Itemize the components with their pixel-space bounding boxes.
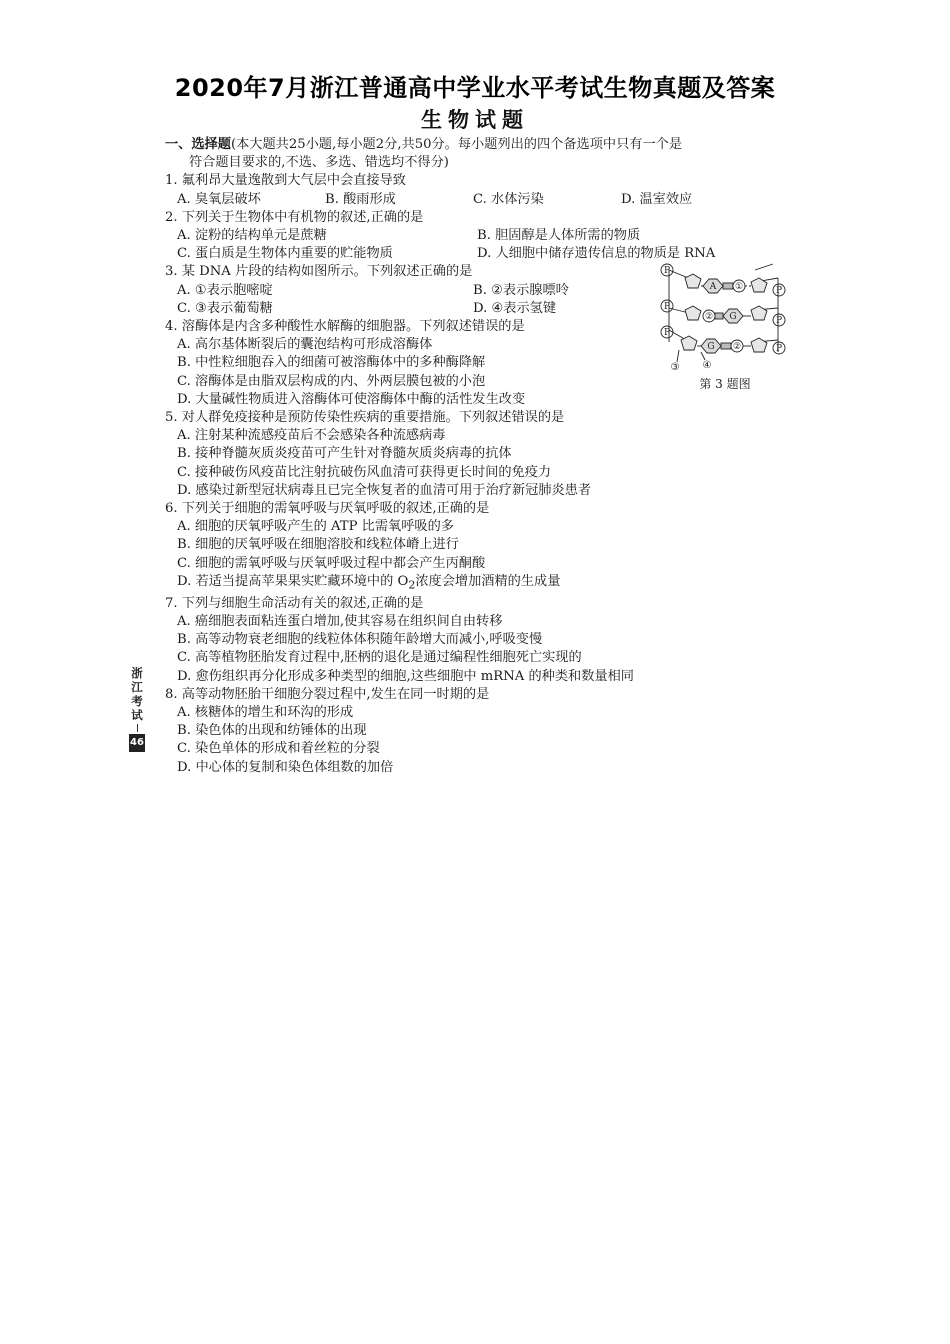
option-b: B. 高等动物衰老细胞的线粒体体积随年龄增大而减小,呼吸变慢	[177, 632, 543, 648]
option-d-text: D. 若适当提高苹果果实贮藏环境中的	[177, 573, 394, 589]
section-header	[165, 136, 795, 154]
option-d: D. 温室效应	[621, 191, 693, 207]
option-a: A. 淀粉的结构单元是蔗糖	[177, 228, 327, 244]
option-b: B. 接种脊髓灰质炎疫苗可产生针对脊髓灰质炎病毒的抗体	[177, 446, 512, 462]
option-b: B. 胆固醇是人体所需的物质	[477, 228, 641, 244]
option-b: B. 酸雨形成	[325, 191, 396, 207]
option-d: D. 愈伤组织再分化形成多种类型的细胞,这些细胞中 mRNA 的种类和数量相同	[177, 668, 634, 684]
option-a: A. 高尔基体断裂后的囊泡结构可形成溶酶体	[177, 337, 433, 353]
exam-content	[165, 136, 795, 777]
option-a: A. ①表示胞嘧啶	[177, 282, 273, 298]
side-char: 考	[131, 694, 143, 708]
question-3-stem: 3. 某 DNA 片段的结构如图所示。下列叙述正确的是	[165, 264, 473, 280]
page-number: 46	[129, 734, 145, 752]
marker-3: ③	[670, 362, 680, 373]
figure-caption: 第 3 题图	[699, 377, 751, 391]
option-d: D. ④表示氢键	[473, 300, 557, 316]
option-d: D. 大量碱性物质进入溶酶体可使溶酶体中酶的活性发生改变	[177, 391, 526, 407]
pointer-lines	[677, 350, 705, 362]
option-c: C. 溶酶体是由脂双层构成的内、外两层膜包被的小泡	[177, 373, 486, 389]
question-1-stem: 1. 氟利昂大量逸散到大气层中会直接导致	[165, 173, 406, 189]
p-label: P	[775, 344, 783, 354]
question-2-options-row1	[165, 227, 795, 245]
side-label	[128, 666, 146, 752]
option-a: A. 核糖体的增生和环沟的形成	[177, 704, 354, 720]
base-g-label: G	[729, 312, 737, 322]
option-d: D. 人细胞中储存遗传信息的物质是 RNA	[477, 246, 716, 262]
document-title: 2020年7月浙江普通高中学业水平考试生物真题及答案	[174, 74, 776, 102]
base-g-label: G	[707, 342, 715, 352]
question-5-stem: 5. 对人群免疫接种是预防传染性疾病的重要措施。下列叙述错误的是	[165, 410, 565, 426]
option-b: B. 中性粒细胞吞入的细菌可被溶酶体中的多种酶降解	[177, 355, 486, 371]
option-c: C. 细胞的需氧呼吸与厌氧呼吸过程中都会产生丙酮酸	[177, 555, 486, 571]
question-4-stem: 4. 溶酶体是内含多种酸性水解酶的细胞器。下列叙述错误的是	[165, 319, 525, 335]
marker-2: ②	[704, 312, 714, 322]
p-label: P	[775, 286, 783, 296]
question-1-options	[165, 191, 795, 209]
oxygen-subscript: 2	[408, 578, 416, 592]
top-bond	[755, 264, 773, 270]
question-8-stem: 8. 高等动物胚胎干细胞分裂过程中,发生在同一时期的是	[165, 686, 490, 702]
phosphate-group-left	[661, 264, 673, 338]
phosphate-group-right	[773, 284, 785, 354]
p-label: P	[775, 316, 783, 326]
option-d: D. 感染过新型冠状病毒且已完全恢复者的血清可用于治疗新冠肺炎患者	[177, 482, 592, 498]
option-d-tail: 浓度会增加酒精的生成量	[415, 573, 561, 589]
base-pair-2	[703, 309, 751, 323]
option-c: C. ③表示葡萄糖	[177, 300, 273, 316]
option-b: B. 染色体的出现和纺锤体的出现	[177, 723, 367, 739]
base-pair-3	[697, 339, 751, 353]
question-7-stem: 7. 下列与细胞生命活动有关的叙述,正确的是	[165, 595, 424, 611]
option-d	[165, 573, 795, 595]
section-desc-line1: (本大题共25小题,每小题2分,共50分。每小题列出的四个备选项中只有一个是	[230, 137, 683, 152]
question-2-stem: 2. 下列关于生物体中有机物的叙述,正确的是	[165, 209, 424, 225]
p-label: P	[663, 302, 671, 312]
option-c: C. 水体污染	[473, 191, 544, 207]
marker-2: ②	[732, 342, 742, 352]
section-title: 一、选择题	[165, 137, 231, 152]
option-b: B. 细胞的厌氧呼吸在细胞溶胶和线粒体嵴上进行	[177, 537, 459, 553]
option-c: C. 接种破伤风疫苗比注射抗破伤风血清可获得更长时间的免疫力	[177, 464, 552, 480]
side-char: 浙	[131, 666, 143, 680]
option-a: A. 注射某种流感疫苗后不会感染各种流感病毒	[177, 428, 446, 444]
option-a: A. 细胞的厌氧呼吸产生的 ATP 比需氧呼吸的多	[177, 519, 454, 535]
question-6-stem: 6. 下列关于细胞的需氧呼吸与厌氧呼吸的叙述,正确的是	[165, 501, 490, 517]
base-pair-1	[701, 279, 751, 293]
option-d: D. 中心体的复制和染色体组数的加倍	[177, 759, 394, 775]
side-char: 试	[131, 708, 143, 722]
document-subtitle: 生物试题	[421, 107, 529, 132]
p-label: P	[663, 266, 671, 276]
dna-structure-figure	[655, 262, 795, 397]
oxygen-symbol: O	[397, 573, 409, 589]
question-2-options-row2	[165, 245, 795, 263]
side-divider	[137, 724, 138, 732]
dna-diagram	[655, 262, 795, 374]
p-label: P	[663, 328, 671, 338]
option-b: B. ②表示腺嘌呤	[473, 282, 569, 298]
base-a-label: A	[709, 282, 717, 292]
option-c: C. 蛋白质是生物体内重要的贮能物质	[177, 246, 393, 262]
option-c: C. 染色单体的形成和着丝粒的分裂	[177, 741, 380, 757]
marker-1: ①	[734, 282, 744, 292]
option-a: A. 癌细胞表面粘连蛋白增加,使其容易在组织间自由转移	[177, 613, 503, 629]
side-char: 江	[131, 680, 143, 694]
section-desc-line2: 符合题目要求的,不选、多选、错选均不得分)	[189, 155, 449, 171]
option-a: A. 臭氧层破坏	[177, 191, 261, 207]
option-c: C. 高等植物胚胎发育过程中,胚柄的退化是通过编程性细胞死亡实现的	[177, 650, 582, 666]
marker-4: ④	[702, 360, 712, 371]
